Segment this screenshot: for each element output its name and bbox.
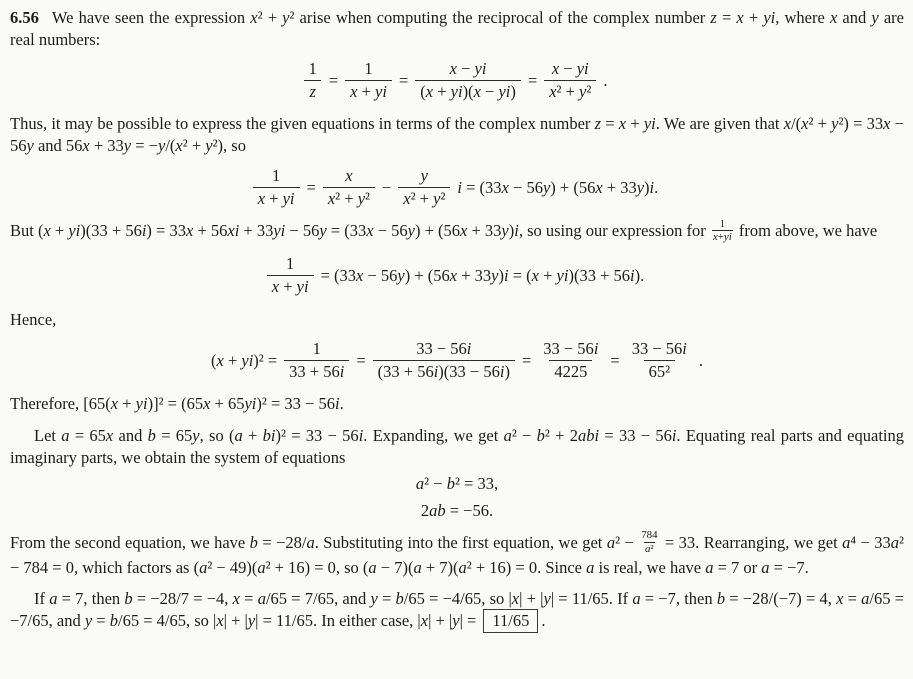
math-variable: a (861, 589, 870, 609)
math-variable: a (503, 426, 512, 446)
math-variable: i (630, 266, 635, 286)
math-variable: i (671, 426, 677, 446)
display-fraction (253, 166, 300, 209)
equation-text: . (603, 71, 608, 91)
conclusion-text: If a = 7, then b = −28/7 = −4, x = a/65 = 7/65, and y = b/65 = −4/65, so |x| + |y| = 11/65. If a = −7, then b = −28/(−7) = 4, x = a/65 = −7/65, and y = b/65 = 4/65, so |x| + |y| = 11/65. In either case, |x| + |y| = 11/65 . (10, 589, 904, 630)
setup-text: Thus, it may be possible to express the given equations in terms of the complex number z = x + yi. We are given that x/(x² + y²) = 33x − 56y and 56x + 33y = −y/(x² + y²), so (10, 114, 904, 156)
math-variable: yi (723, 231, 732, 244)
math-variable: a (761, 557, 770, 577)
math-variable: yi (135, 394, 148, 414)
math-variable: a (306, 532, 315, 552)
display-fraction (373, 339, 515, 382)
display-fraction (284, 339, 349, 382)
math-variable: x (801, 114, 809, 134)
hence-label (10, 309, 904, 331)
fraction-denominator: 33 + 56i (284, 360, 349, 382)
expansion-equation (10, 166, 904, 209)
math-variable: b (395, 589, 404, 609)
math-variable: b (716, 589, 726, 609)
math-variable: y (871, 8, 879, 27)
math-variable: i (504, 266, 509, 286)
display-fraction (398, 166, 450, 209)
math-variable: i (466, 339, 472, 359)
math-variable: a (644, 542, 651, 555)
math-variable: x (203, 394, 211, 414)
math-variable: a (606, 532, 616, 552)
fraction-numerator: 1 (286, 254, 295, 274)
math-variable: y (357, 188, 366, 208)
math-variable: a (257, 589, 266, 609)
math-variable: a (61, 426, 70, 446)
math-variable: x (836, 589, 844, 609)
intro-text: We have seen the expression x² + y² arise when computing the reciprocal of the complex number z = x + yi, where x and y are real numbers: (10, 8, 904, 49)
math-variable: x (511, 589, 520, 609)
math-variable: i (141, 221, 147, 241)
math-variable: x (425, 82, 434, 102)
fraction-numerator: 1 (719, 217, 726, 230)
math-variable: x (366, 221, 374, 241)
display-fraction (267, 254, 314, 297)
fraction-denominator: x² + y² (544, 80, 596, 102)
math-variable: y (636, 177, 645, 197)
fraction-numerator: 1 (364, 59, 373, 79)
math-variable: x (829, 8, 838, 27)
math-variable: y (192, 426, 200, 446)
math-variable: x (350, 82, 358, 102)
math-variable: a (257, 557, 266, 577)
conclusion-paragraph (10, 588, 904, 631)
inline-fraction (640, 529, 658, 554)
boxed-answer: 11/65 (483, 609, 538, 633)
reciprocal-equation (10, 59, 904, 102)
substitution-text: Let a = 65x and b = 65y, so (a + bi)² = 33 − 56i. Expanding, we get a² − b² + 2abi = 33 − 56i. Equating real parts and equating imaginary parts, we obtain the system of equations (10, 426, 904, 467)
therefore-text: Therefore, [65(x + yi)]² = (65x + 65yi)² = 33 − 56i. (10, 394, 344, 414)
combined-equation (10, 254, 904, 297)
math-variable: y (420, 165, 428, 185)
math-variable: yi (763, 8, 776, 27)
fraction-numerator: 1 (312, 339, 321, 359)
math-variable: x (449, 266, 458, 286)
fraction-numerator: x − yi (551, 59, 589, 79)
fraction-denominator: a² (644, 542, 654, 555)
equation-text: a² − b² = 33, (415, 474, 499, 494)
math-variable: y (491, 266, 499, 286)
math-variable: y (205, 136, 213, 156)
math-variable: y (542, 177, 551, 197)
math-variable: x (549, 82, 557, 102)
math-variable: i (649, 177, 655, 197)
product-text: But (x + yi)(33 + 56i) = 33x + 56xi + 33yi − 56y = (33x − 56y) + (56x + 33y)i, so using our expression for $\frac{1}{x+yi}$ from above, we have (10, 217, 878, 244)
math-variable: x (501, 177, 509, 197)
math-variable: a (234, 426, 243, 446)
math-variable: i (457, 177, 462, 197)
product-paragraph (10, 217, 904, 245)
math-variable: y (407, 221, 415, 241)
fraction-denominator: x + yi (253, 187, 300, 209)
fraction-numerator: 784 (641, 529, 658, 542)
display-fraction (627, 339, 692, 382)
math-variable: y (319, 221, 327, 241)
therefore-paragraph (10, 393, 904, 415)
fraction-denominator: x + yi (267, 275, 314, 297)
equation-text: − (381, 177, 392, 197)
math-variable: x (345, 165, 353, 185)
math-variable: b (536, 426, 545, 446)
math-variable: i (334, 394, 340, 414)
math-variable: x (185, 221, 194, 241)
math-variable: x (257, 188, 266, 208)
math-variable: i (593, 339, 599, 359)
math-variable: x (43, 221, 51, 241)
math-variable: x (110, 394, 119, 414)
math-variable: x (449, 59, 457, 79)
solving-paragraph (10, 531, 904, 578)
math-variable: y (501, 221, 509, 241)
math-variable: y (831, 114, 839, 134)
math-variable: x (595, 177, 603, 197)
math-variable: y (84, 611, 93, 631)
math-variable: x (618, 114, 627, 134)
fraction-numerator: 1 (308, 59, 317, 79)
system-equation-1 (10, 473, 904, 495)
math-variable: i (358, 426, 364, 446)
display-fraction (323, 166, 375, 209)
math-variable: a (413, 557, 422, 577)
equation-text: = (610, 350, 620, 370)
hence-text: Hence, (10, 309, 57, 329)
math-variable: x (356, 266, 364, 286)
setup-paragraph (10, 113, 904, 156)
math-variable: x (403, 188, 411, 208)
equation-text: = (356, 350, 366, 370)
math-variable: x (250, 8, 258, 27)
fraction-denominator: x² + y² (323, 187, 375, 209)
fraction-denominator: x + yi (345, 80, 392, 102)
equation-text: = (521, 350, 532, 370)
system-equation-2 (10, 500, 904, 522)
math-variable: yi (68, 221, 81, 241)
math-variable: a (632, 589, 641, 609)
math-variable: a (705, 557, 714, 577)
math-variable: x (327, 188, 336, 208)
equation-text: = (33x − 56y) + (56x + 33y)i = (x + yi)(33 + 56i). (320, 266, 645, 286)
math-variable: i (682, 339, 687, 359)
math-variable: abi (577, 426, 600, 446)
math-variable: bi (262, 426, 276, 446)
fraction-denominator: (x + yi)(x − yi) (415, 80, 521, 102)
display-fraction (415, 59, 521, 102)
math-variable: ab (429, 500, 446, 520)
math-variable: y (123, 136, 132, 156)
problem-number: 6.56 (10, 8, 39, 27)
math-variable: y (370, 589, 378, 609)
fraction-denominator: x+yi (712, 231, 732, 244)
fraction-numerator (416, 166, 433, 187)
math-variable: y (452, 611, 460, 631)
math-variable: i (499, 362, 505, 382)
fraction-denominator (304, 80, 320, 102)
math-variable: x (712, 231, 718, 244)
math-variable: yi (241, 350, 254, 370)
display-fraction (538, 339, 603, 382)
math-variable: yi (576, 59, 589, 79)
fraction-denominator: (33 + 56i)(33 − 56i) (373, 360, 515, 382)
intro-paragraph (10, 7, 904, 50)
math-variable: x (473, 82, 481, 102)
math-variable: x (216, 350, 224, 370)
fraction-numerator: 33 − 56i (543, 339, 599, 359)
math-variable: i (433, 362, 439, 382)
math-variable: a (49, 589, 58, 609)
math-variable: b (249, 532, 258, 552)
math-variable: y (247, 611, 256, 631)
math-variable: z (594, 114, 602, 134)
math-variable: yi (643, 114, 656, 134)
math-variable: yi (450, 82, 463, 102)
math-variable: yi (498, 82, 511, 102)
math-variable: b (446, 474, 455, 494)
equation-text: = (398, 71, 409, 91)
math-variable: a (415, 474, 425, 494)
squared-equation (10, 339, 904, 382)
math-variable: i (339, 362, 345, 382)
fraction-numerator: 33 − 56i (631, 339, 687, 359)
math-variable: a (842, 532, 851, 552)
math-variable: z (309, 82, 316, 102)
solving-text: From the second equation, we have b = −28/a. Substituting into the first equation, we get a² − $\frac{784}{\text{a²}}$ = 33. Rearranging, we get a⁴ − 33a² − 784 = 0, which factors as (a² − 49)(a² + 16) = 0, so (a − 7)(a + 7)(a² + 16) = 0. Since a is real, we have a = 7 or a = −7. (10, 529, 904, 577)
math-variable: y (26, 136, 34, 156)
math-variable: yi (474, 59, 487, 79)
fraction-denominator: 65² (644, 360, 675, 382)
substitution-paragraph (10, 425, 904, 468)
math-variable: a (586, 557, 595, 577)
math-variable: yi (375, 82, 387, 102)
math-variable: yi (556, 266, 569, 286)
math-variable: x (105, 426, 114, 446)
equation-text: = (328, 71, 339, 91)
math-variable: a (199, 557, 208, 577)
math-variable: b (124, 589, 133, 609)
math-variable: x (883, 114, 891, 134)
fraction-numerator (340, 166, 357, 187)
math-variable: y (158, 136, 166, 156)
math-variable: z (710, 8, 717, 27)
fraction-numerator: 1 (272, 165, 281, 185)
fraction-numerator: 33 − 56i (416, 339, 472, 359)
fraction-numerator: x − yi (449, 59, 487, 79)
math-variable: x (420, 611, 429, 631)
display-fraction (544, 59, 596, 102)
math-variable: b (147, 426, 156, 446)
fraction-denominator: 4225 (549, 360, 592, 382)
math-variable: a (458, 557, 467, 577)
inline-fraction (712, 218, 733, 243)
math-variable: x (736, 8, 744, 27)
math-variable: a (890, 532, 900, 552)
math-variable: yi (282, 188, 295, 208)
math-variable: x (232, 589, 240, 609)
equation-text: 2ab = −56. (420, 500, 494, 520)
equation-text: i = (33x − 56y) + (56x + 33y)i. (457, 177, 659, 197)
math-variable: x (216, 611, 224, 631)
math-variable: y (543, 589, 551, 609)
math-variable: y (397, 266, 405, 286)
math-variable: i (514, 221, 519, 241)
math-variable: x (82, 136, 90, 156)
math-variable: yi (244, 394, 257, 414)
math-variable: a (368, 557, 377, 577)
math-variable: xi (227, 221, 240, 241)
math-variable: yi (296, 277, 309, 297)
math-variable: x (531, 266, 539, 286)
equation-text: (x + yi)² = (210, 350, 278, 370)
math-variable: x (551, 59, 560, 79)
math-variable: x (783, 114, 792, 134)
math-variable: yi (273, 221, 286, 241)
display-fraction (304, 59, 322, 102)
fraction-denominator: x² + y² (398, 187, 450, 209)
math-variable: x (175, 136, 183, 156)
math-variable: y (579, 82, 587, 102)
math-variable: x (460, 221, 468, 241)
display-fraction (345, 59, 392, 102)
math-variable: b (109, 611, 118, 631)
equation-text: . (698, 350, 703, 370)
equation-text: = (527, 71, 538, 91)
math-variable: x (271, 277, 280, 297)
math-variable: y (433, 188, 441, 208)
equation-text: = (306, 177, 316, 197)
math-variable: y (282, 8, 290, 27)
